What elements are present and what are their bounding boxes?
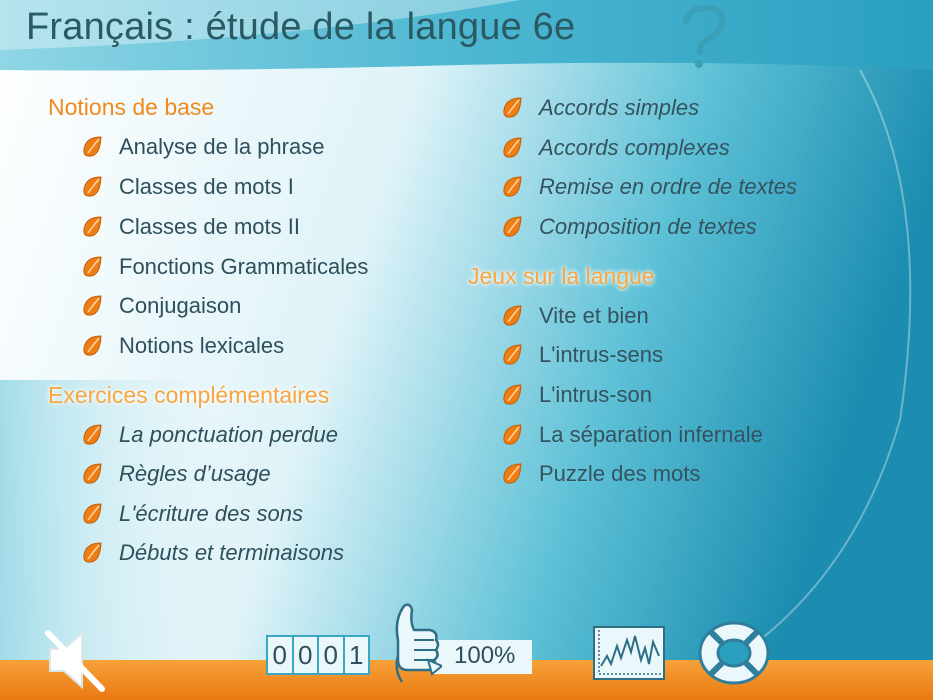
menu-item-conjugaison[interactable] xyxy=(82,290,241,322)
lifebuoy-icon[interactable] xyxy=(694,611,774,691)
menu-item-label: Vite et bien xyxy=(539,303,649,328)
menu-item-classes-mots-1[interactable] xyxy=(82,171,294,203)
menu-item-vite-et-bien[interactable] xyxy=(502,300,649,332)
menu-item-ponctuation-perdue[interactable] xyxy=(82,419,338,451)
leaf-bullet-icon xyxy=(82,542,102,564)
menu-item-accords-complexes[interactable] xyxy=(502,132,730,164)
menu-item-label: Fonctions Grammaticales xyxy=(119,254,369,279)
menu-item-label: Règles d’usage xyxy=(119,461,271,486)
menu-item-label: Classes de mots I xyxy=(119,174,294,199)
leaf-bullet-icon xyxy=(82,503,102,525)
menu-item-label: Débuts et terminaisons xyxy=(119,540,344,565)
leaf-bullet-icon xyxy=(502,216,522,238)
menu-item-label: Notions lexicales xyxy=(119,333,285,358)
counter-digit: 0 xyxy=(319,637,345,673)
counter-digit: 0 xyxy=(294,637,320,673)
leaf-bullet-icon xyxy=(502,97,522,119)
section-title-notions: Notions de base xyxy=(48,94,215,120)
menu-item-ecriture-sons[interactable] xyxy=(82,498,303,530)
question-mark-icon[interactable] xyxy=(678,4,728,70)
menu-item-label: Analyse de la phrase xyxy=(119,134,325,159)
leaf-bullet-icon xyxy=(82,216,102,238)
menu-item-composition-textes[interactable] xyxy=(502,211,757,243)
menu-item-label: Classes de mots II xyxy=(119,214,300,239)
menu-item-label: Puzzle des mots xyxy=(539,461,701,486)
counter-digit: 1 xyxy=(349,639,364,670)
menu-item-label: Accords simples xyxy=(539,95,700,120)
menu-item-label: La séparation infernale xyxy=(539,422,763,447)
menu-item-label: Conjugaison xyxy=(119,293,242,318)
leaf-bullet-icon xyxy=(82,463,102,485)
menu-item-label: L'écriture des sons xyxy=(119,501,303,526)
leaf-bullet-icon xyxy=(502,344,522,366)
menu-item-fonctions-grammaticales[interactable] xyxy=(82,251,368,283)
menu-item-puzzle-mots[interactable] xyxy=(502,458,700,490)
leaf-bullet-icon xyxy=(502,305,522,327)
leaf-bullet-icon xyxy=(82,424,102,446)
menu-item-analyse-phrase[interactable] xyxy=(82,131,324,163)
menu-item-intrus-sens[interactable] xyxy=(502,339,663,371)
leaf-bullet-icon xyxy=(502,137,522,159)
menu-item-label: Remise en ordre de textes xyxy=(539,174,798,199)
sound-muted-icon[interactable] xyxy=(44,627,110,693)
menu-item-classes-mots-2[interactable] xyxy=(82,211,300,243)
menu-item-intrus-son[interactable] xyxy=(502,379,652,411)
score-progress xyxy=(432,640,532,674)
leaf-bullet-icon xyxy=(502,384,522,406)
menu-item-label: L'intrus-son xyxy=(539,382,653,407)
menu-item-remise-ordre-textes[interactable] xyxy=(502,171,797,203)
section-title-jeux: Jeux sur la langue xyxy=(468,263,655,289)
menu-item-accords-simples[interactable] xyxy=(502,92,699,124)
page-title: Français : étude de la langue 6e xyxy=(26,6,576,48)
thumbs-up-icon xyxy=(384,600,442,684)
leaf-bullet-icon xyxy=(82,136,102,158)
leaf-bullet-icon xyxy=(82,335,102,357)
menu-item-debuts-terminaisons[interactable] xyxy=(82,537,344,569)
leaf-bullet-icon xyxy=(502,463,522,485)
attempt-counter xyxy=(266,635,370,675)
counter-digit: 0 xyxy=(268,637,294,673)
leaf-bullet-icon xyxy=(502,424,522,446)
menu-item-label: Accords complexes xyxy=(539,135,730,160)
menu-item-separation-infernale[interactable] xyxy=(502,419,763,451)
leaf-bullet-icon xyxy=(82,256,102,278)
menu-item-regles-usage[interactable] xyxy=(82,458,271,490)
menu-item-label: Composition de textes xyxy=(539,214,757,239)
line-graph-icon[interactable] xyxy=(593,626,665,680)
leaf-bullet-icon xyxy=(502,176,522,198)
section-title-exercices: Exercices complémentaires xyxy=(48,382,330,408)
menu-item-label: La ponctuation perdue xyxy=(119,422,338,447)
leaf-bullet-icon xyxy=(82,295,102,317)
menu-item-label: L'intrus-sens xyxy=(539,342,664,367)
score-percent: 100% xyxy=(454,642,516,669)
menu-item-notions-lexicales[interactable] xyxy=(82,330,284,362)
leaf-bullet-icon xyxy=(82,176,102,198)
